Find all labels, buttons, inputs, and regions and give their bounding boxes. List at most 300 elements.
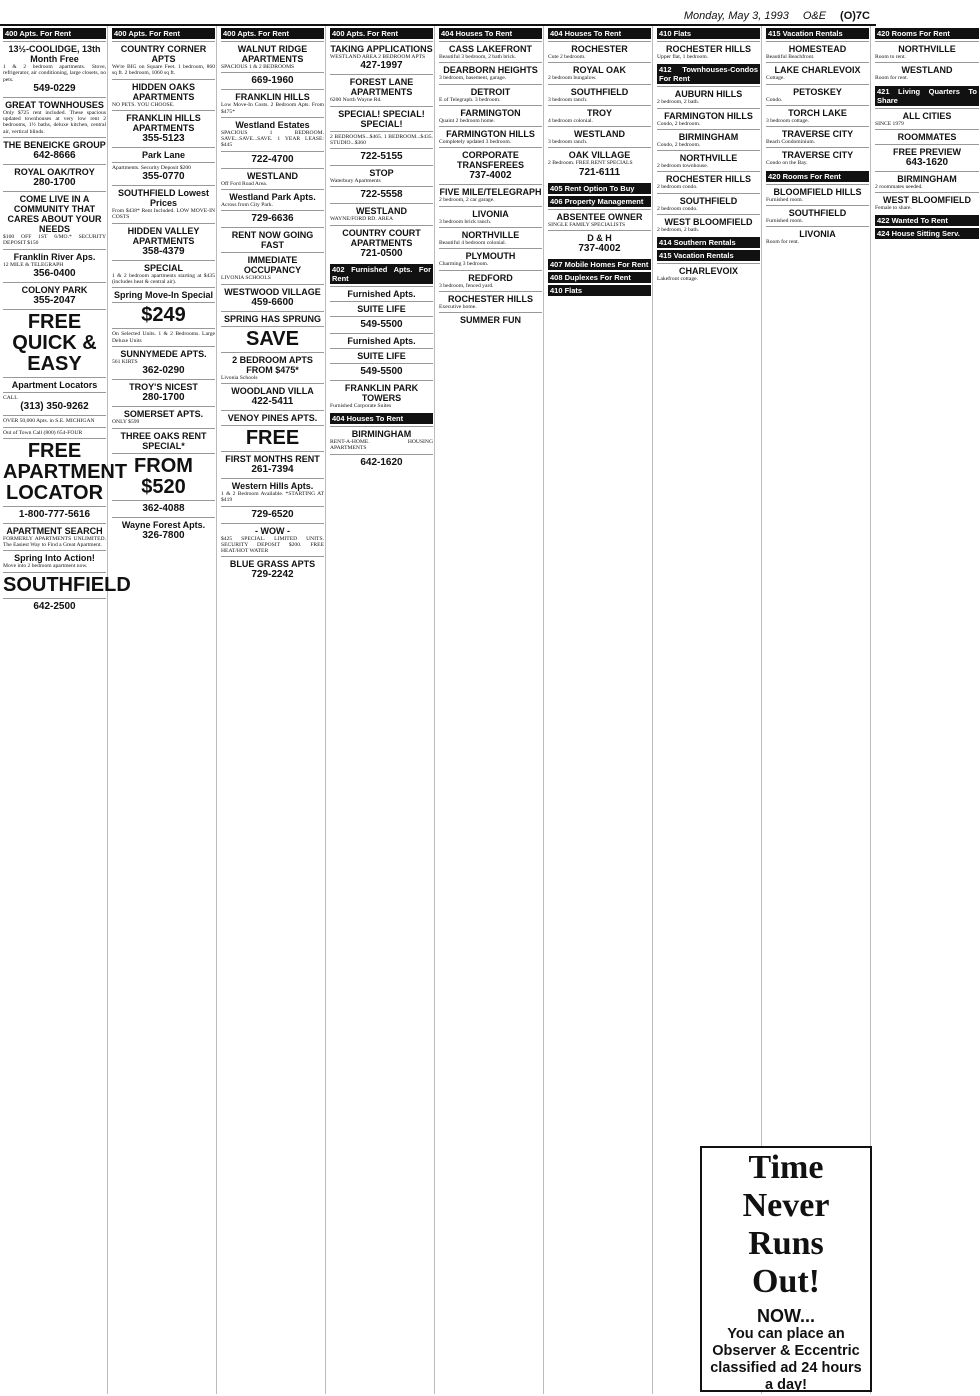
classified-ad: [548, 230, 651, 257]
category-header: 404 Houses To Rent: [439, 28, 542, 39]
classified-ad: [3, 415, 106, 426]
ad-text: 3 bedroom ranch.: [548, 96, 588, 103]
ad-text: Condo.: [766, 96, 783, 103]
classified-ad: [3, 550, 106, 571]
category-header: 402 Furnished Apts. For Rent: [332, 264, 431, 283]
ad-title: Westland Park Apts.: [229, 192, 316, 203]
ad-display-headline: $249: [141, 304, 186, 327]
ad-title: DEARBORN HEIGHTS: [443, 65, 538, 76]
classified-ad: [3, 249, 106, 282]
classified-ad: [875, 62, 979, 83]
ad-title: GREAT TOWNHOUSES: [5, 99, 104, 110]
classified-ad: [330, 165, 433, 186]
classified-ad: [330, 348, 433, 363]
ad-title: BIRMINGHAM: [897, 173, 957, 184]
classified-ad: [221, 556, 324, 583]
classified-ad: [112, 453, 215, 500]
classified-ad: [3, 377, 106, 392]
ad-text: SINGLE FAMILY SPECIALISTS: [548, 221, 626, 228]
classified-ad: [439, 270, 542, 291]
ad-title: SOUTHFIELD: [788, 208, 847, 219]
classified-ad: [657, 214, 760, 235]
classified-ad: [548, 209, 651, 230]
ad-title: STOP: [369, 168, 394, 179]
ad-phone: 261-7394: [251, 463, 294, 475]
ad-title: SUNNYMEDE APTS.: [120, 348, 207, 359]
ad-text: 3 bedroom, basement, garage.: [439, 75, 507, 82]
category-header: 414 Southern Rentals: [657, 237, 760, 248]
ad-text: Furnished room.: [766, 196, 803, 203]
ad-phone: 459-6600: [251, 296, 294, 308]
classified-ad: [439, 248, 542, 269]
ad-title: TROY: [586, 107, 612, 118]
ad-title: ROYAL OAK/TROY: [14, 167, 95, 178]
ad-text: SPACIOUS 1 & 2 BEDROOMS: [221, 64, 295, 70]
classified-ad: [221, 189, 324, 210]
ad-title: 2 BEDROOM APTS FROM $475*: [232, 354, 313, 375]
ad-text: Waterbury Apartments: [330, 178, 381, 185]
ad-title: LAKE CHARLEVOIX: [774, 65, 861, 76]
category-header: 421 Living Quarters To Share: [877, 86, 977, 105]
ad-text: Upper flat, 1 bedroom.: [657, 54, 709, 60]
ad-text: Off Ford Road Area.: [221, 180, 268, 187]
classified-ad: [112, 379, 215, 406]
ad-title: ROCHESTER: [571, 44, 628, 54]
classified-ad: [875, 108, 979, 129]
classified-ad: [112, 287, 215, 302]
ad-text: Room to rent.: [875, 54, 906, 60]
classified-ad: [439, 62, 542, 83]
classified-ad: [3, 41, 106, 97]
ad-display-headline: SOUTHFIELD: [3, 573, 131, 596]
ad-phone: 721-0500: [360, 247, 403, 259]
ad-title: WEST BLOOMFIELD: [664, 217, 753, 228]
ad-display-subheadline: Apartment Locators: [11, 379, 98, 390]
classified-ad: [221, 425, 324, 451]
classified-ad: [439, 105, 542, 126]
category-header: 400 Apts. For Rent: [330, 28, 433, 39]
ad-title: FIRST MONTHS RENT: [225, 453, 320, 464]
ad-title: Franklin River Aps.: [13, 251, 96, 262]
ad-title: WESTLAND: [247, 170, 298, 181]
promo-now: NOW...: [757, 1306, 815, 1326]
ad-text: Beach Condominium.: [766, 139, 816, 146]
ad-title: FARMINGTON HILLS: [446, 129, 535, 140]
ad-title: COLONY PARK: [21, 284, 88, 295]
ad-text: 2 bedroom townhouse.: [657, 163, 709, 170]
classified-ad: [330, 454, 433, 471]
classified-ad: [657, 41, 760, 62]
ad-title: HIDDEN VALLEY APARTMENTS: [127, 225, 200, 246]
ad-phone: 549-5500: [360, 365, 403, 377]
classified-ad: [221, 523, 324, 557]
ad-text: LIVONIA SCHOOLS: [221, 275, 271, 282]
ad-text: 2 bedroom condo.: [657, 205, 698, 212]
classified-ad: [330, 380, 433, 411]
ad-text: SPACIOUS 1 BEDROOM. SAVE...SAVE...SAVE. 1 YEAR LEASE: $445: [221, 129, 324, 149]
ad-display-subheadline: SUITE LIFE: [357, 350, 406, 361]
category-header: 420 Rooms For Rent: [766, 171, 869, 182]
ad-title: FIVE MILE/TELEGRAPH: [439, 187, 542, 198]
ad-title: D & H: [587, 233, 612, 244]
classified-ad: [657, 108, 760, 129]
classified-ad: [766, 126, 869, 147]
classified-ad: [766, 62, 869, 83]
classified-ad: [657, 86, 760, 107]
ad-text: Move into 2 bedroom apartment now.: [3, 563, 88, 570]
ad-text: 1 & 2 bedroom apartments. Stove, refrigerator, air conditioning, large closets, no pets.: [3, 64, 106, 83]
category-header: 405 Rent Option To Buy: [548, 183, 651, 194]
page-header: [0, 0, 876, 26]
ad-text: We're BIG on Square Feet. 1 bedroom, 860 sq ft. 2 bedroom, 1060 sq ft.: [112, 64, 215, 77]
classified-ad: [221, 311, 324, 326]
ad-phone: 280-1700: [33, 177, 76, 189]
ad-text: Room for rent.: [766, 239, 800, 246]
classified-ad: [548, 105, 651, 126]
classified-ad: [548, 84, 651, 105]
ad-text: 2 Bedroom. FREE RENT SPECIALS: [548, 160, 633, 167]
ad-text: Female to share.: [875, 205, 912, 212]
classified-ad: [439, 126, 542, 147]
promo-body: You can place an Observer & Eccentric classified ad 24 hours a day!: [710, 1326, 862, 1393]
category-header: 406 Property Management: [548, 196, 651, 207]
header-date: Monday, May 3, 1993: [683, 10, 789, 22]
category-header: 408 Duplexes For Rent: [548, 272, 651, 283]
classified-ad: [112, 260, 215, 288]
classified-ad: [112, 302, 215, 328]
ad-title: SOMERSET APTS.: [123, 409, 204, 420]
ad-phone: 362-4088: [142, 502, 185, 514]
ad-text: $100 OFF 1ST 6/MO.* SECURITY DEPOSIT $150: [3, 234, 106, 247]
classified-ad: [3, 572, 131, 598]
ad-text: Out of Town Call (800) 654-FOUR: [3, 429, 83, 436]
classified-ad: [439, 312, 542, 327]
classified-ad: [330, 225, 433, 262]
ad-phone: 643-1620: [905, 156, 949, 168]
classified-ad: [330, 131, 433, 149]
classified-ad: [112, 500, 215, 517]
ad-phone: 422-5411: [251, 395, 294, 407]
ad-phone: 355-0770: [142, 171, 185, 183]
category-header: 410 Flats: [657, 28, 760, 39]
classified-ad: [330, 148, 433, 165]
classified-ad: [221, 451, 324, 478]
category-header: 412 Townhouses-Condos For Rent: [659, 65, 758, 84]
ad-text: 3 bedroom, fenced yard.: [439, 282, 494, 289]
classified-ad: [112, 517, 215, 544]
ad-text: Apartments. Security Deposit $200: [112, 164, 191, 171]
ad-phone: 722-5558: [360, 189, 403, 201]
classified-ad: [330, 74, 433, 105]
category-header: 400 Apts. For Rent: [221, 28, 324, 39]
ad-title: 13½-COOLIDGE, 13th Month Free: [8, 44, 101, 64]
ad-text: WAYNE/FORD RD. AREA: [330, 216, 394, 223]
classified-ad: [112, 406, 215, 427]
ad-text: Condo on the Bay.: [766, 160, 808, 167]
classified-ad: [766, 226, 869, 247]
classified-ad: [548, 126, 651, 147]
classified-ad: [112, 147, 215, 162]
ad-title: VENOY PINES APTS.: [227, 412, 318, 423]
ad-text: FORMERLY APARTMENTS UNLIMITED. The Easiest Way to Find a Great Apartment.: [3, 535, 106, 549]
classified-ad: [112, 223, 215, 260]
ad-display-subheadline: Park Lane: [141, 149, 186, 160]
ad-text: CALL: [3, 394, 18, 401]
ad-text: $425 SPECIAL. LIMITED UNITS. SECURITY DEPOSIT $200. FREE HEAT/HOT WATER: [221, 535, 324, 555]
ad-phone: 356-0400: [33, 267, 76, 279]
ad-text: Furnished room.: [766, 218, 803, 225]
classified-ad: [330, 106, 433, 131]
ad-title: DETROIT: [470, 86, 511, 97]
classified-ad: [439, 41, 542, 62]
ad-title: COUNTRY COURT APARTMENTS: [342, 227, 421, 248]
category-header: 422 Wanted To Rent: [875, 215, 979, 226]
classified-ad: [3, 164, 106, 191]
classified-ad: [221, 284, 324, 311]
ad-display-headline: FREE: [245, 426, 300, 449]
ad-title: SOUTHFIELD: [570, 86, 629, 97]
classified-ad: [221, 168, 324, 189]
ad-title: WALNUT RIDGE APARTMENTS: [237, 44, 308, 64]
classified-ad: [112, 346, 215, 379]
classified-ad: [3, 137, 106, 164]
classified-ad: [3, 392, 106, 415]
classified-ad: [221, 326, 324, 352]
classified-ad: [112, 110, 215, 147]
promo-line-3: Runs: [748, 1225, 824, 1262]
ad-text: Condo, 2 bedroom.: [657, 141, 701, 148]
classified-ad: [221, 89, 324, 117]
category-header: 407 Mobile Homes For Rent: [548, 259, 651, 270]
column-4: [329, 26, 435, 1394]
ad-phone: 280-1700: [142, 392, 185, 404]
classified-ad: [330, 426, 433, 454]
ad-text: 3 bedroom ranch.: [548, 139, 588, 146]
ad-title: TAKING APPLICATIONS: [330, 44, 433, 54]
ad-title: TRAVERSE CITY: [781, 150, 854, 161]
classified-ad: [766, 105, 869, 126]
ad-title: PLYMOUTH: [465, 251, 516, 262]
ad-title: FRANKLIN HILLS APARTMENTS: [126, 112, 201, 133]
ad-text: 4 bedroom colonial.: [548, 117, 593, 124]
classified-ad: [221, 352, 324, 383]
classified-ad: [3, 427, 106, 438]
classified-ad: [221, 506, 324, 523]
ad-display-subheadline: RENT NOW GOING FAST: [231, 230, 314, 251]
ad-text: 2 bedroom, 2 car garage.: [439, 197, 495, 204]
ad-phone: 642-2500: [33, 600, 76, 612]
ad-phone: 642-1620: [360, 456, 403, 468]
ad-text: 2 bedroom, 2 bath.: [657, 227, 700, 234]
column-6: [547, 26, 653, 1394]
classified-ad: [330, 41, 433, 74]
ad-display-subheadline: ROOMMATES: [897, 131, 957, 142]
ad-title: WEST BLOOMFIELD: [883, 195, 971, 206]
ad-text: OVER 50,000 Apts. in S.E. MICHIGAN: [3, 418, 95, 425]
promo-line-1: Time: [748, 1149, 824, 1186]
ad-title: CORPORATE TRANSFEREES: [456, 150, 524, 171]
ad-title: OAK VILLAGE: [568, 150, 631, 161]
category-header: 415 Vacation Rentals: [766, 28, 869, 39]
classified-ad: [766, 147, 869, 168]
ad-title: WOODLAND VILLA: [231, 385, 314, 396]
ad-text: 12 MILE & TELEGRAPH: [3, 261, 64, 268]
ad-title: FARMINGTON: [460, 107, 521, 118]
category-header: 400 Apts. For Rent: [112, 28, 215, 39]
ad-display-subheadline: SPECIAL! SPECIAL! SPECIAL!: [338, 108, 425, 129]
ad-phone: 722-4700: [251, 153, 294, 165]
classified-ad: [875, 192, 979, 213]
column-9: [874, 26, 980, 1394]
classified-ad: [875, 129, 979, 144]
ad-title: ROCHESTER HILLS: [447, 293, 533, 304]
ad-phone: 737-4002: [469, 170, 512, 182]
classified-ad: [221, 151, 324, 168]
ad-phone: 355-5123: [142, 132, 185, 144]
ad-title: Westland Estates: [235, 119, 310, 130]
ad-display-headline: FREE QUICK & EASY: [12, 310, 97, 375]
category-header: 424 House Sitting Serv.: [875, 228, 979, 239]
ad-text: Beautiful Beachfront.: [766, 54, 815, 60]
category-header: 415 Vacation Rentals: [657, 250, 760, 261]
ad-phone: 1-800-777-5616: [18, 508, 91, 520]
classified-ad: [439, 184, 542, 205]
ad-text: 2 bedroom condo.: [657, 184, 698, 191]
ad-title: APARTMENT SEARCH: [6, 525, 103, 536]
classified-ad: [657, 129, 760, 150]
ad-title: ALL CITIES: [902, 110, 952, 121]
ad-phone: 549-0229: [33, 82, 76, 94]
ad-title: ABSENTEE OWNER: [556, 211, 643, 222]
ad-title: SOUTHFIELD: [679, 195, 738, 206]
classified-ad: [3, 598, 106, 615]
classified-ad: [221, 41, 324, 72]
ad-text: Condo, 2 bedroom.: [657, 120, 701, 127]
category-header: 404 Houses To Rent: [548, 28, 651, 39]
ad-text: Cottage.: [766, 75, 785, 82]
header-page-number: (O)7C: [840, 10, 870, 22]
ad-text: 1 & 2 bedroom apartments starting at $435 (includes heat & central air).: [112, 272, 215, 286]
column-5: [438, 26, 544, 1394]
ad-title: Furnished Apts.: [347, 288, 416, 299]
ad-title: NORTHVILLE: [679, 153, 738, 164]
ad-title: Spring Into Action!: [14, 553, 95, 564]
ad-title: FOREST LANE APARTMENTS: [349, 77, 414, 98]
ad-title: LIVONIA: [472, 208, 509, 219]
classified-ad: [766, 205, 869, 226]
ad-phone: 326-7800: [142, 529, 185, 541]
category-header: 410 Flats: [548, 285, 651, 296]
classified-ad: [875, 144, 979, 171]
classified-ad: [875, 41, 979, 62]
ad-display-subheadline: THREE OAKS RENT SPECIAL*: [120, 430, 207, 451]
ad-title: THE BENEICKE GROUP: [3, 140, 106, 151]
classified-ad: [330, 186, 433, 203]
ad-display-headline: SAVE: [246, 327, 299, 350]
classified-ad: [439, 291, 542, 312]
ad-phone: 355-2047: [33, 294, 76, 306]
ad-phone: 729-6520: [251, 508, 294, 520]
ad-text: NO PETS. YOU CHOOSE.: [112, 101, 175, 108]
classified-ad: [766, 184, 869, 205]
ad-text: SINCE 1979: [875, 120, 904, 127]
classified-ad: [112, 162, 215, 185]
promo-box: [700, 1146, 872, 1392]
ad-text: Only $725 rent included. These spacious updated townhouses at very low rent 2 bedrooms, 1½ baths, deluxe kitchen, central air, vertical blinds.: [3, 109, 106, 135]
classified-ad: [330, 301, 433, 316]
classified-ad: [221, 478, 324, 506]
column-3: [220, 26, 326, 1394]
ad-text: Cute 2 bedroom.: [548, 54, 586, 60]
classified-ad: [221, 117, 324, 151]
ad-title: SOUTHFIELD Lowest Prices: [117, 188, 209, 209]
classified-ad: [548, 41, 651, 62]
ad-title: ROCHESTER HILLS: [665, 44, 751, 54]
ad-title: WESTLAND: [901, 65, 953, 76]
ad-title: BIRMINGHAM: [678, 131, 739, 142]
classified-ad: [330, 333, 433, 348]
ad-text: Completely updated 3 bedroom.: [439, 139, 512, 146]
ad-title: Wayne Forest Apts.: [121, 519, 206, 530]
ad-text: From $438* Rent Included. LOW MOVE-IN COSTS: [112, 208, 215, 221]
ad-title: HIDDEN OAKS APARTMENTS: [131, 81, 195, 102]
ad-text: 2 BEDROOMS...$465. 1 BEDROOM...$435. STUDIO...$360: [330, 133, 433, 146]
classified-ad: [3, 523, 106, 551]
classified-ad: [330, 203, 433, 224]
ad-title: SUMMER FUN: [460, 315, 521, 326]
ad-title: FRANKLIN HILLS: [235, 92, 310, 103]
ad-text: Beautiful 3 bedroom, 2 bath brick.: [439, 54, 517, 60]
classified-ad: [330, 363, 433, 380]
classified-ad: [3, 506, 106, 523]
ad-title: LIVONIA: [799, 229, 836, 240]
ad-title: HOMESTEAD: [788, 44, 847, 54]
ad-title: FREE PREVIEW: [892, 146, 961, 157]
ad-text: Furnished Corporate Suites: [330, 402, 392, 409]
classified-ad: [439, 227, 542, 248]
classified-ad: [112, 79, 215, 110]
ad-title: FARMINGTON HILLS: [664, 110, 753, 121]
ad-text: Quaint 2 bedroom home.: [439, 117, 495, 124]
classified-ad: [657, 263, 760, 284]
classified-ad: [766, 84, 869, 105]
ad-phone: 737-4002: [578, 243, 621, 255]
ad-text: Room for rent.: [875, 75, 909, 82]
ad-display-headline: FROM $520: [134, 454, 193, 498]
ad-text: WESTLAND AREA 2 BEDROOM APTS: [330, 54, 426, 60]
ad-text: ONLY $599: [112, 419, 140, 426]
ad-title: WESTLAND: [574, 129, 625, 140]
classified-ad: [330, 316, 433, 333]
ad-text: Executive home.: [439, 303, 477, 310]
classified-ad: [3, 438, 128, 506]
ad-text: Livonia Schools: [221, 374, 258, 381]
classified-ad: [112, 328, 215, 346]
classified-ad: [3, 97, 106, 137]
ad-title: NORTHVILLE: [898, 44, 956, 54]
ad-phone: 549-5500: [360, 318, 403, 330]
ad-phone: 669-1960: [251, 75, 294, 87]
ad-text: 2 roommates needed.: [875, 183, 923, 190]
classified-ad: [439, 147, 542, 184]
classified-ad: [3, 282, 106, 309]
ad-title: SPRING HAS SPRUNG: [223, 313, 321, 324]
ad-title: Furnished Apts.: [347, 335, 416, 346]
ad-text: 2 bedroom, 2 bath.: [657, 99, 700, 106]
ad-phone: 427-1997: [360, 60, 403, 72]
classified-ad: [657, 171, 760, 192]
ad-title: PETOSKEY: [793, 86, 842, 97]
